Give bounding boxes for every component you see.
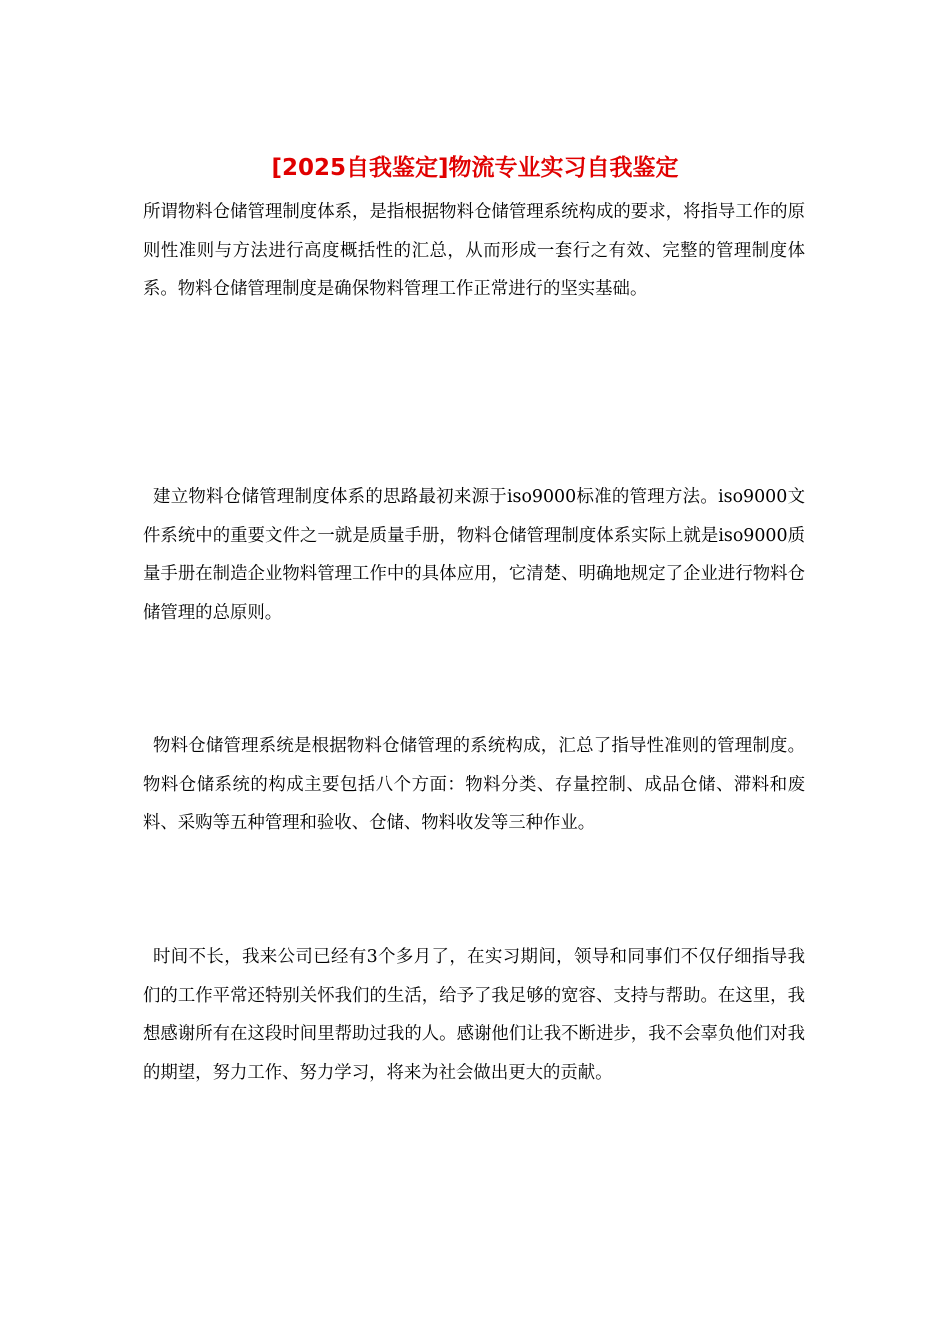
document-title: [2025自我鉴定]物流专业实习自我鉴定 xyxy=(271,155,679,181)
paragraph-2: 建立物料仓储管理制度体系的思路最初来源于iso9000标准的管理方法。iso9000文件系统中的重要文件之一就是质量手册，物料仓储管理制度体系实际上就是iso9000质量手册在制造企业物料管理工作中的具体应用，它清楚、明确地规定了企业进行物料仓储管理的总原则。 xyxy=(143,487,805,623)
paragraph-1: 所谓物料仓储管理制度体系，是指根据物料仓储管理系统构成的要求，将指导工作的原则性准则与方法进行高度概括性的汇总，从而形成一套行之有效、完整的管理制度体系。物料仓储管理制度是确保物料管理工作正常进行的坚实基础。 xyxy=(143,202,805,299)
paragraph-4: 时间不长，我来公司已经有3个多月了，在实习期间，领导和同事们不仅仔细指导我们的工作平常还特别关怀我们的生活，给予了我足够的宽容、支持与帮助。在这里，我想感谢所有在这段时间里帮助过我的人。感谢他们让我不断进步，我不会辜负他们对我的期望，努力工作、努力学习，将来为社会做出更大的贡献。 xyxy=(143,947,805,1083)
paragraph-3: 物料仓储管理系统是根据物料仓储管理的系统构成，汇总了指导性准则的管理制度。物料仓储系统的构成主要包括八个方面：物料分类、存量控制、成品仓储、滞料和废料、采购等五种管理和验收、仓储、物料收发等三种作业。 xyxy=(143,736,805,833)
